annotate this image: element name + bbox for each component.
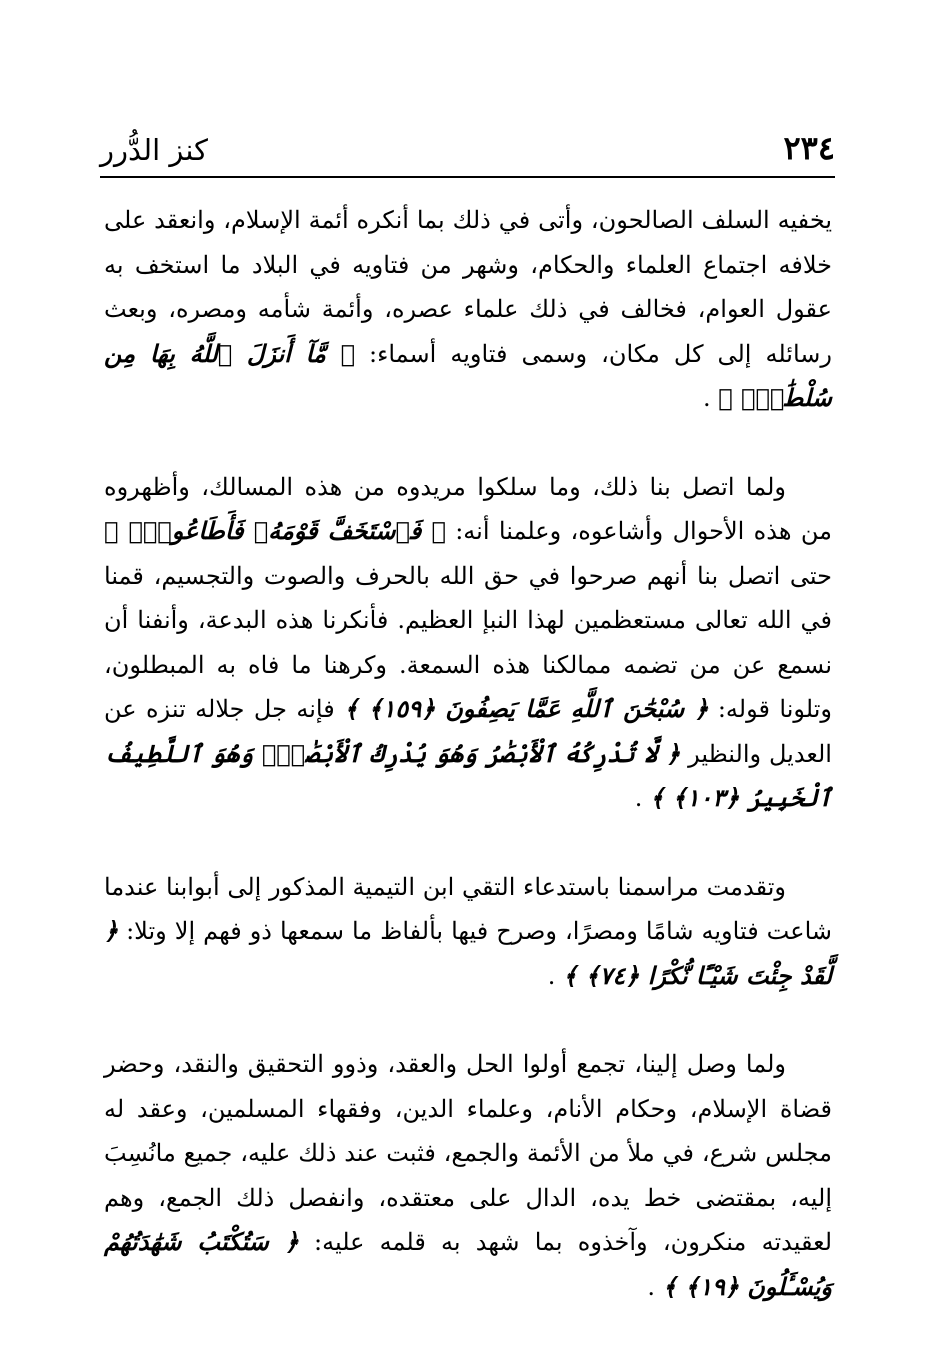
paragraph-1 [104,198,832,421]
quran-verse: ﴿ فَٱسْتَخَفَّ قَوْمَهُۥ فَأَطَاعُوهُۚ ﴾ [104,516,446,545]
quran-verse: ﴿ سُبْحَٰنَ ٱللَّهِ عَمَّا يَصِفُونَ ﴿١٥٩﴾ ﴾ [344,694,709,723]
body-text-segment: ولما اتصل بنا ذلك، وما سلكوا مريدوه من هذه المسالك، وأظهروه من هذه الأحوال وأشاعوه، وعلمنا أنه: [104,472,832,545]
body-text-segment: . [703,384,719,412]
paragraph-3 [104,865,832,999]
quran-verse: ﴿ سَتُكْتَبُ شَهَٰدَتُهُمْ وَيُسْـَٔلُونَ ﴿١٩﴾ ﴾ [104,1227,832,1301]
quran-verse: ﴿ لَّا تُدْرِكُهُ ٱلْأَبْصَٰرُ وَهُوَ يُدْرِكُ ٱلْأَبْصَٰرَۖ وَهُوَ ٱللَّطِيفُ ٱلْخَبِيرُ ﴿١٠٣﴾ ﴾ [104,738,832,812]
quran-verse: ﴿ مَّآ أَنزَلَ ٱللَّهُ بِهَا مِن سُلْطَٰنٍۚ ﴾ [104,338,832,412]
body-text-segment: ولما وصل إلينا، تجمع أولوا الحل والعقد، وذوو التحقيق والنقد، وحضر قضاة الإسلام، وحكام الأنام، وعلماء الدين، وفقهاء المسلمين، وعقد له مجلس شرع، في ملأ من الأئمة والجمع، فثبت عند ذلك عليه، جميع مانُسِبَ إليه، بمقتضى خط يده، الدال على معتقده، وانفصل ذلك الجمع، وهم لعقيدته منكرون، وآخذوه بما شهد به قلمه عليه: [104,1050,833,1256]
running-title: كنز الدُّرر [100,133,208,167]
body-text-segment: . [547,961,564,990]
paragraph-4 [104,1042,832,1309]
quran-verse: ﴿ لَّقَدْ جِئْتَ شَيْـًٔا نُّكْرًا ﴿٧٤﴾ ﴾ [104,916,832,990]
body-text-segment: فإنه جل جلاله تنزه عن العديل والنظير [104,695,832,768]
body-text-segment: يخفيه السلف الصالحون، وأتى في ذلك بما أنكره أئمة الإسلام، وانعقد على خلافه اجتماع العلماء والحكام، وشهر من فتاويه في البلاد ما استخف به عقول العوام، فخالف في ذلك علماء عصره، وأئمة شأمه ومصره، وبعث رسائله إلى كل مكان، وسمى فتاويه أسماء: [104,206,832,368]
body-text-segment: وتقدمت مراسمنا باستدعاء التقي ابن التيمية المذكور إلى أبوابنا عندما شاعت فتاويه شامًا ومصرًا، وصرح فيها بألفاظ ما سمعها ذو فهم إلا وتلا: [104,872,832,945]
body-text-segment: حتى اتصل بنا أنهم صرحوا في حق الله بالحرف والصوت والتجسيم، قمنا في الله تعالى مستعظمين لهذا النبإ العظيم. فأنكرنا هذه البدعة، وأنفنا أن نسمع عن من تضمه ممالكنا هذه السمعة. وكرهنا ما فاه به المبطلون، وتلونا قوله: [104,561,833,723]
body-text-segment: . [647,1272,663,1301]
body-text [104,198,832,1353]
page-number: ٢٣٤ [783,129,835,167]
header-rule [100,176,835,178]
body-text-segment: . [634,784,651,812]
paragraph-2 [104,465,832,821]
page-header [100,128,835,176]
